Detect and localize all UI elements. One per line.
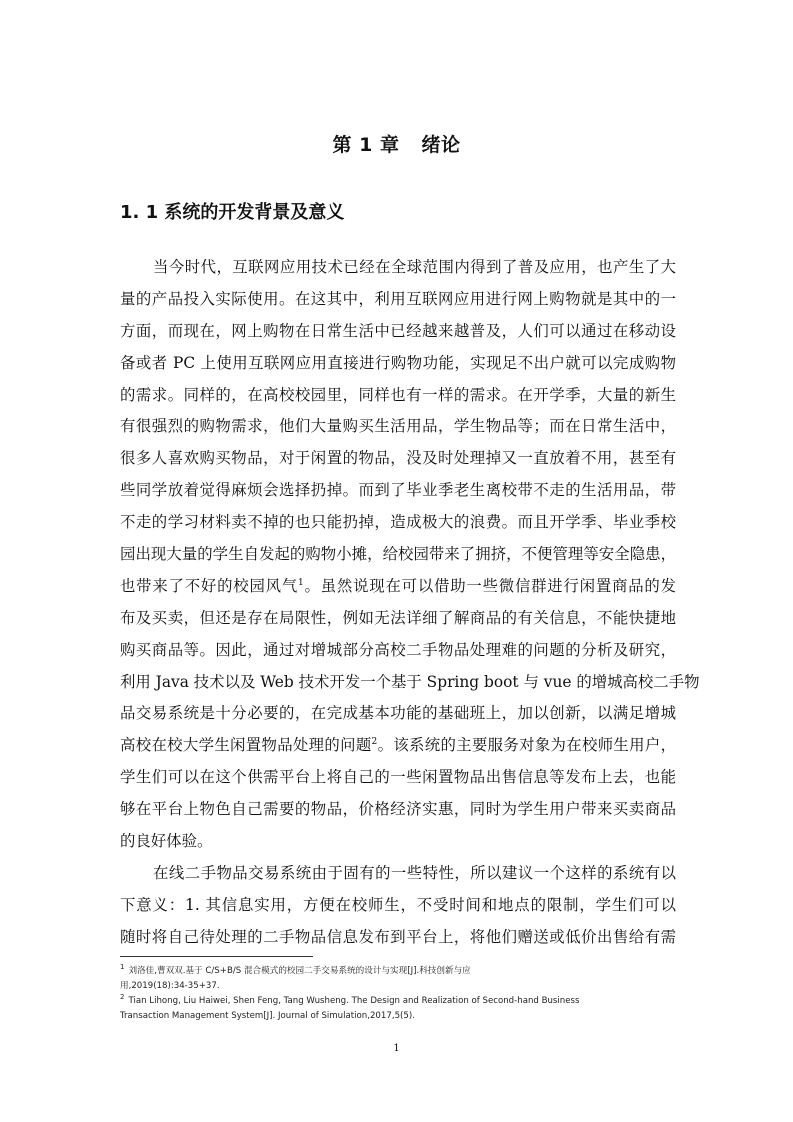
- footnotes: [120, 964, 676, 1024]
- section-title: 1. 1 系统的开发背景及意义: [120, 202, 345, 223]
- line-text: 。虽然说现在可以借助一些微信群进行闲置商品的发: [303, 576, 676, 595]
- body-text: [120, 252, 700, 954]
- paragraph-line: 方面，而现在，网上购物在日常生活中已经越来越普及，人们可以通过在移动设: [120, 321, 676, 340]
- paragraph-line: 的良好体验。: [120, 832, 213, 851]
- line-text: 也带来了不好的校园风气: [120, 576, 299, 595]
- paragraph-line: 品交易系统是十分必要的，在完成基本功能的基础班上，加以创新，以满足增城: [120, 704, 676, 723]
- paragraph-line: 园出现大量的学生自发起的购物小摊，给校园带来了拥挤，不便管理等安全隐患，: [120, 545, 676, 564]
- paragraph-line: 不走的学习材料卖不掉的也只能扔掉，造成极大的浪费。而且开学季、毕业季校: [120, 513, 676, 532]
- line-text: 。该系统的主要服务对象为在校师生用户，: [377, 736, 676, 755]
- footnote-ref: 1: [298, 577, 304, 588]
- paragraph-line: 随时将自己待处理的二手物品信息发布到平台上，将他们赠送或低价出售给有需: [120, 927, 676, 946]
- chapter-title: [0, 130, 793, 157]
- chapter-number: 第 1 章: [332, 134, 400, 156]
- paragraph-line: 有很强烈的购物需求，他们大量购买生活用品，学生物品等；而在日常生活中，: [120, 417, 676, 436]
- footnote-mark: 2: [120, 993, 125, 1002]
- paragraph-line: 在线二手物品交易系统由于固有的一些特性，所以建议一个这样的系统有以: [153, 863, 676, 882]
- footnote-divider: [120, 956, 313, 957]
- paragraph-line: 布及买卖，但还是存在局限性，例如无法详细了解商品的有关信息，不能快捷地: [120, 608, 676, 627]
- paragraph-line: 下意义：1. 其信息实用，方便在校师生，不受时间和地点的限制，学生们可以: [120, 895, 676, 914]
- footnote-line: 用,2019(18):34-35+37.: [120, 981, 220, 991]
- paragraph-line: 的需求。同样的，在高校校园里，同样也有一样的需求。在开学季，大量的新生: [120, 385, 676, 404]
- page-number: 1: [393, 1043, 400, 1054]
- paragraph-line: 当今时代，互联网应用技术已经在全球范围内得到了普及应用，也产生了大: [153, 258, 676, 276]
- paragraph-line: 很多人喜欢购买物品，对于闲置的物品，没及时处理掉又一直放着不用，甚至有: [120, 449, 676, 468]
- paragraph-line: 购买商品等。因此，通过对增城部分高校二手物品处理难的问题的分析及研究，: [120, 640, 676, 659]
- line-text: 高校在校大学生闲置物品处理的问题: [120, 736, 372, 755]
- paragraph-line: 备或者 PC 上使用互联网应用直接进行购物功能，实现足不出户就可以完成购物: [120, 353, 676, 372]
- footnote-ref: 2: [371, 737, 378, 748]
- paragraph-line: 些同学放着觉得麻烦会选择扔掉。而到了毕业季老生离校带不走的生活用品，带: [120, 481, 676, 500]
- footnote-text: 刘洛佳,曹双双.基于 C/S+B/S 混合模式的校园二手交易系统的设计与实现[J].科技创新与应: [128, 966, 471, 976]
- paragraph-line: 学生们可以在这个供需平台上将自己的一些闲置物品出售信息等发布上去，也能: [120, 768, 676, 787]
- paragraph-line: [120, 571, 676, 603]
- footnote-line: [120, 994, 676, 1009]
- paragraph-line: 量的产品投入实际使用。在这其中，利用互联网应用进行网上购物就是其中的一: [120, 289, 676, 308]
- footnote-text: Tian Lihong, Liu Haiwei, Shen Feng, Tang Wusheng. The Design and Realization of Second-hand Business: [128, 996, 580, 1006]
- footnote-line: [120, 964, 676, 979]
- footnote-line: Transaction Management System[J]. Journal of Simulation,2017,5(5).: [120, 1011, 415, 1021]
- footnote-mark: 1: [120, 963, 125, 972]
- paragraph-line: [120, 730, 676, 762]
- chapter-name: 绪论: [421, 134, 461, 156]
- paragraph-line: 够在平台上物色自己需要的物品，价格经济实惠，同时为学生用户带来买卖商品: [120, 800, 676, 819]
- paragraph-line: 利用 Java 技术以及 Web 技术开发一个基于 Spring boot 与 vue 的增城高校二手物: [120, 672, 700, 691]
